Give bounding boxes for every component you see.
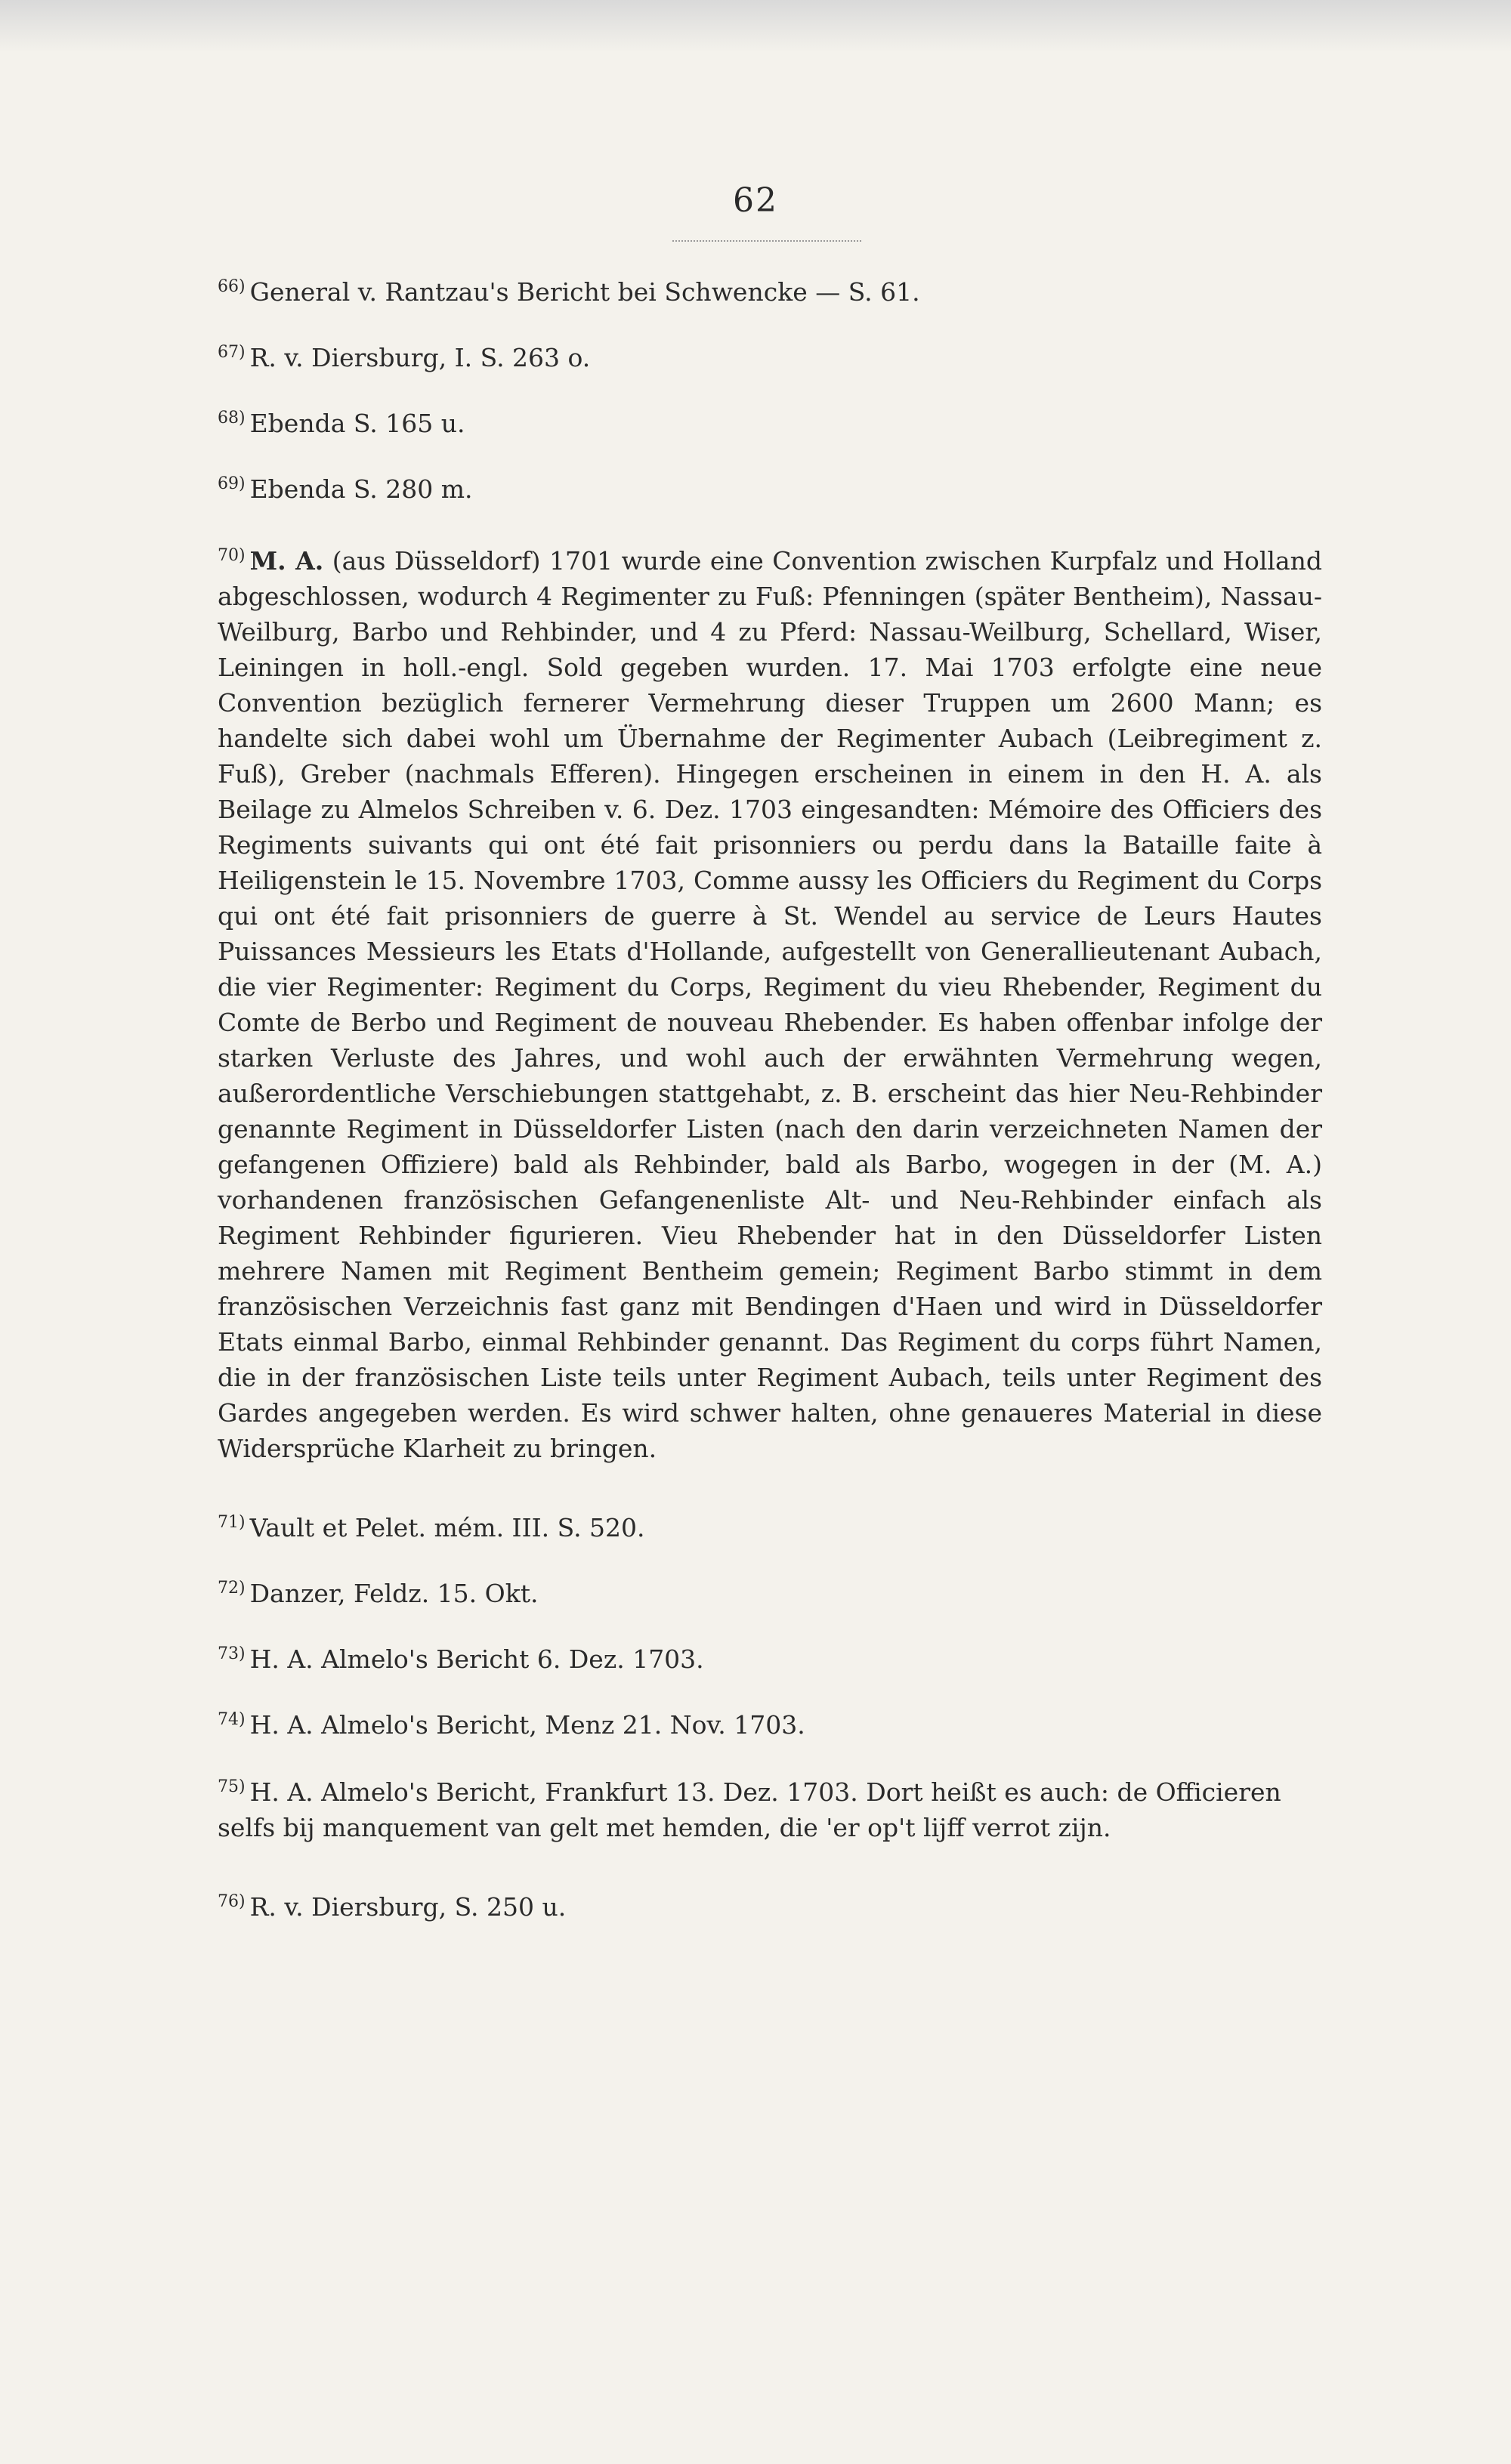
footnote-67 <box>218 341 1322 374</box>
footnote-71 <box>218 1511 1322 1544</box>
footnote-number: 69) <box>218 474 246 493</box>
footnote-lead: M. A. <box>249 546 324 576</box>
page-number-rule <box>672 240 861 242</box>
footnote-74 <box>218 1709 1322 1741</box>
footnote-text: Ebenda S. 165 u. <box>249 409 465 438</box>
footnote-76 <box>218 1891 1322 1923</box>
footnote-list <box>218 276 1322 1956</box>
footnote-number: 70) <box>218 546 246 565</box>
footnote-69 <box>218 473 1322 505</box>
footnote-text: R. v. Diersburg, I. S. 263 o. <box>249 343 591 372</box>
footnote-text: H. A. Almelo's Bericht, Menz 21. Nov. 1703. <box>249 1710 805 1740</box>
footnote-number: 66) <box>218 277 246 296</box>
footnote-73 <box>218 1643 1322 1675</box>
footnote-68 <box>218 407 1322 440</box>
footnote-text: H. A. Almelo's Bericht, Frankfurt 13. Dez. 1703. Dort heißt es auch: de Officieren selfs bij manquement van gelt met hemden, die 'er op't lijff verrot zijn. <box>218 1777 1281 1842</box>
footnote-number: 68) <box>218 409 246 428</box>
page-number: 62 <box>733 181 778 220</box>
footnote-number: 73) <box>218 1644 246 1663</box>
footnote-text: Vault et Pelet. mém. III. S. 520. <box>249 1513 645 1542</box>
footnote-text: Danzer, Feldz. 15. Okt. <box>249 1579 539 1608</box>
footnote-text: Ebenda S. 280 m. <box>249 474 473 504</box>
footnote-number: 72) <box>218 1579 246 1598</box>
footnote-text: R. v. Diersburg, S. 250 u. <box>249 1892 567 1922</box>
footnote-66 <box>218 276 1322 308</box>
footnote-text: (aus Düsseldorf) 1701 wurde eine Convention zwischen Kurpfalz und Holland abgeschlossen, wodurch 4 Regimenter zu Fuß: Pfenningen (später Bentheim), Nassau-Weilburg, Barbo und Rehbinder, und 4 zu Pferd: Nassau-Weilburg, Schellard, Wiser, Leiningen in holl.-engl. Sold gegeben wurden. 17. Mai 1703 erfolgte eine neue Convention bezüglich fernerer Vermehrung dieser Truppen um 2600 Mann; es handelte sich dabei wohl um Übernahme der Regimenter Aubach (Leibregiment z. Fuß), Greber (nachmals Efferen). Hingegen erscheinen in einem in den H. A. als Beilage zu Almelos Schreiben v. 6. Dez. 1703 eingesandten: Mémoire des Officiers des Regiments suivants qui ont été fait prisonniers ou perdu dans la Bataille faite à Heiligenstein le 15. Novembre 1703, Comme aussy les Officiers du Regiment du Corps qui ont été fait prisonniers de guerre à St. Wendel au service de Leurs Hautes Puissances Messieurs les Etats d'Hollande, aufgestellt von Generallieutenant Aubach, die vier Regimenter: Regiment du Corps, Regiment du vieu Rhebender, Regiment du Comte de Berbo und Regiment de nouveau Rhebender. Es haben offenbar infolge der starken Verluste des Jahres, und wohl auch der erwähnten Vermehrung wegen, außerordentliche Verschiebungen stattgehabt, z. B. erscheint das hier Neu-Rehbinder genannte Regiment in Düsseldorfer Listen (nach den darin verzeichneten Namen der gefangenen Offiziere) bald als Rehbinder, bald als Barbo, wogegen in der (M. A.) vorhandenen französischen Gefangenenliste Alt- und Neu-Rehbinder einfach als Regiment Rehbinder figurieren. Vieu Rhebender hat in den Düsseldorfer Listen mehrere Namen mit Regiment Bentheim gemein; Regiment Barbo stimmt in dem französischen Verzeichnis fast ganz mit Bendingen d'Haen und wird in Düsseldorfer Etats einmal Barbo, einmal Rehbinder genannt. Das Regiment du corps führt Namen, die in der französischen Liste teils unter Regiment Aubach, teils unter Regiment des Gardes angegeben werden. Es wird schwer halten, ohne genaueres Material in diese Widersprüche Klarheit zu bringen. <box>218 546 1322 1463</box>
footnote-number: 76) <box>218 1892 246 1911</box>
footnote-number: 74) <box>218 1710 246 1729</box>
footnote-72 <box>218 1577 1322 1610</box>
footnote-75 <box>218 1774 1322 1845</box>
footnote-70 <box>218 543 1322 1466</box>
footnote-number: 67) <box>218 343 246 362</box>
footnote-text: General v. Rantzau's Bericht bei Schwencke — S. 61. <box>249 277 920 307</box>
footnote-number: 75) <box>218 1777 246 1796</box>
scan-edge <box>0 0 1511 53</box>
footnote-number: 71) <box>218 1513 246 1532</box>
footnote-text: H. A. Almelo's Bericht 6. Dez. 1703. <box>249 1644 704 1674</box>
